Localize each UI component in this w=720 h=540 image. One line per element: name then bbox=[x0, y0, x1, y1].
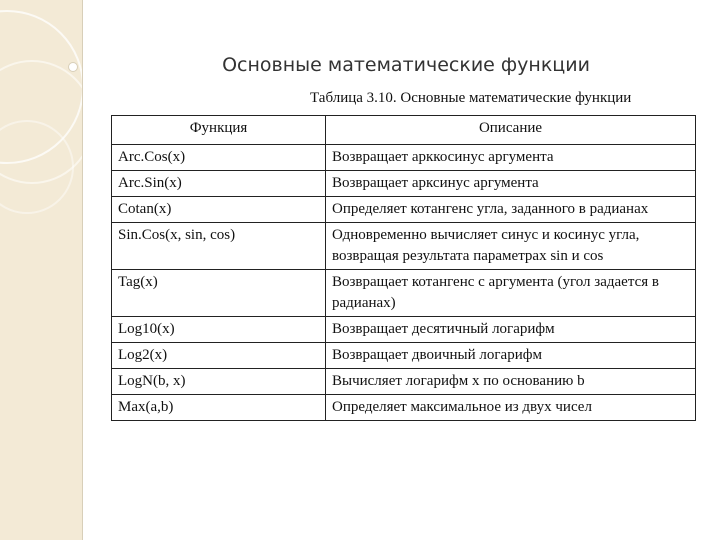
description-cell: Определяет котангенс угла, заданного в радианах bbox=[326, 197, 696, 223]
description-cell: Возвращает арксинус аргумента bbox=[326, 171, 696, 197]
math-functions-table bbox=[111, 115, 696, 421]
function-cell: Tag(x) bbox=[112, 270, 326, 317]
function-cell: Log2(x) bbox=[112, 343, 326, 369]
table-row bbox=[112, 171, 696, 197]
function-cell: Log10(x) bbox=[112, 317, 326, 343]
table-row bbox=[112, 369, 696, 395]
table-row bbox=[112, 343, 696, 369]
function-cell: Arc.Cos(x) bbox=[112, 145, 326, 171]
function-cell: Sin.Cos(x, sin, cos) bbox=[112, 223, 326, 270]
table-row bbox=[112, 317, 696, 343]
description-cell: Возвращает котангенс с аргумента (угол задается в радианах) bbox=[326, 270, 696, 317]
description-cell: Определяет максимальное из двух чисел bbox=[326, 395, 696, 421]
table-row bbox=[112, 197, 696, 223]
slide-title: Основные математические функции bbox=[222, 54, 590, 76]
function-cell: LogN(b, x) bbox=[112, 369, 326, 395]
description-cell: Вычисляет логарифм x по основанию b bbox=[326, 369, 696, 395]
function-cell: Cotan(x) bbox=[112, 197, 326, 223]
description-cell: Возвращает десятичный логарифм bbox=[326, 317, 696, 343]
description-cell: Возвращает арккосинус аргумента bbox=[326, 145, 696, 171]
description-cell: Одновременно вычисляет синус и косинус угла, возвращая результата параметрах sin и cos bbox=[326, 223, 696, 270]
table-caption: Таблица 3.10. Основные математические функции bbox=[310, 90, 632, 106]
column-header-description: Описание bbox=[326, 116, 696, 145]
slide-sidebar-decoration bbox=[0, 0, 83, 540]
table-row bbox=[112, 145, 696, 171]
function-cell: Arc.Sin(x) bbox=[112, 171, 326, 197]
description-cell: Возвращает двоичный логарифм bbox=[326, 343, 696, 369]
table-row bbox=[112, 270, 696, 317]
table-header-row bbox=[112, 116, 696, 145]
column-header-function: Функция bbox=[112, 116, 326, 145]
function-cell: Max(a,b) bbox=[112, 395, 326, 421]
table-row bbox=[112, 223, 696, 270]
table-row bbox=[112, 395, 696, 421]
